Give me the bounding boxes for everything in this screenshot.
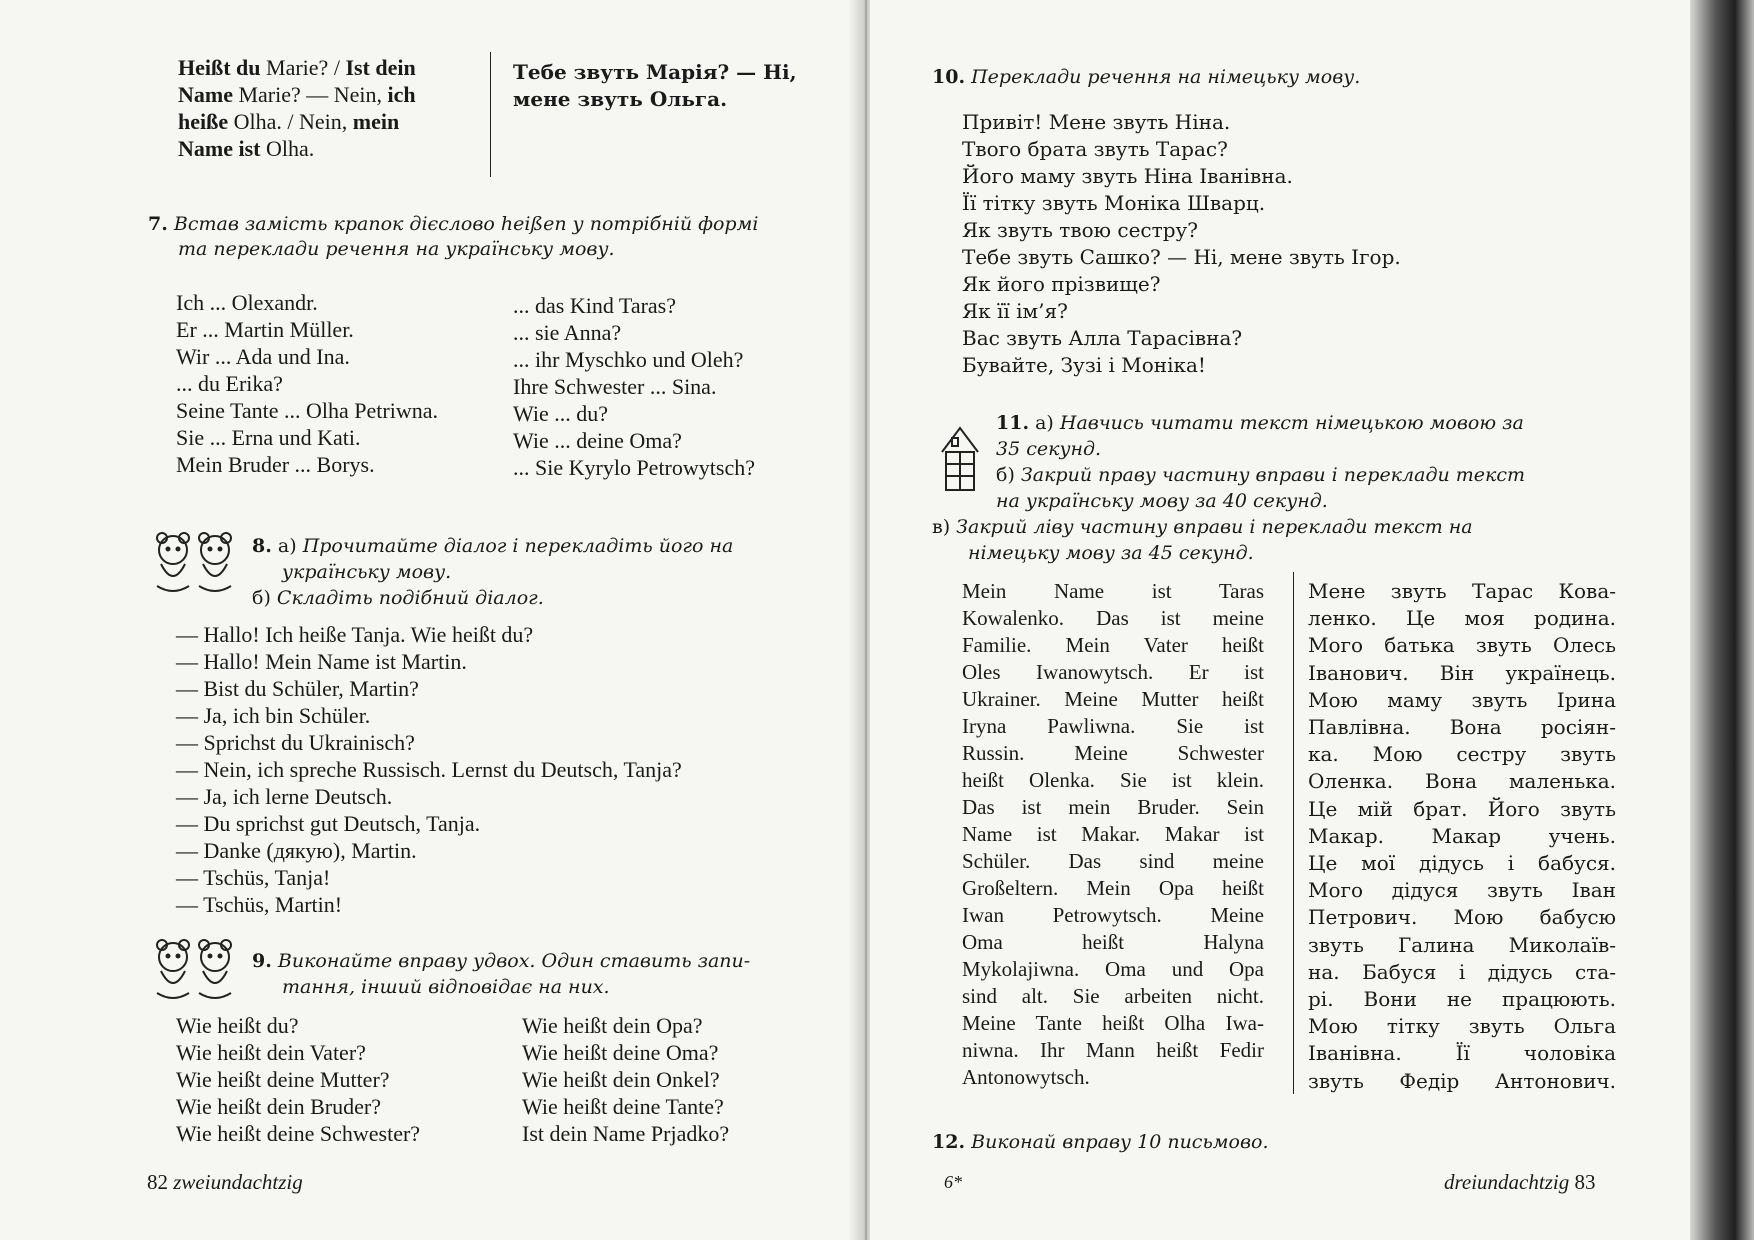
- ex10-instruction: 10. Переклади речення на німецьку мову.: [932, 66, 1361, 88]
- page-number-word-left: zweiundachtzig: [173, 1170, 303, 1194]
- ex9-column-2: Wie heißt dein Opa? Wie heißt deine Oma? Wie heißt dein Onkel? Wie heißt deine Tante? Ist dein Name Prjadko?: [522, 1013, 730, 1146]
- ex11c-instruction: в) Закрий ліву частину вправи і переклади текст на німецьку мову за 45 секунд.: [932, 516, 1473, 564]
- page-number-82: 82: [147, 1170, 168, 1194]
- ex8-dialog: — Hallo! Ich heiße Tanja. Wie heißt du? — Hallo! Mein Name ist Martin. — Bist du Schüler, Martin? — Ja, ich bin Schüler. — Sprichst du Ukrainisch? — Nein, ich spreche Russisch. Lernst du Deutsch, Tanja? — Ja, ich lerne Deutsch. — Du sprichst gut Deutsch, Tanja. — Danke (дякую), Martin. — Tschüs, Tanja! — Tschüs, Martin!: [176, 622, 682, 917]
- pair-work-bears-icon-2: [145, 935, 245, 1005]
- ex7-column-1: Ich ... Olexandr. Er ... Martin Müller. Wir ... Ada und Ina. ... du Erika? Seine Tante ... Olha Petriwna. Sie ... Erna und Kati. Mein Bruder ... Borys.: [176, 290, 438, 477]
- page-number-word-right: dreiundachtzig: [1444, 1170, 1570, 1194]
- ex11-ukrainian-text: Мене звуть Тарас Кова- ленко. Це моя родина. Мого батька звуть Олесь Іванович. Він українець. Мою маму звуть Ірина Павлівна. Вона росіян- ка. Мою сестру звуть Оленка. Вона маленька. Це мій брат. Його звуть Макар. Макар учень. Це мої дідусь і бабуся. Мого дідуся звуть Іван Петрович. Мою бабусю звуть Галина Миколаїв- на. Бабуся і дідусь ста- рі. Вони не працюють. Мою тітку звуть Ольга Іванівна. Її чоловіка звуть Федір Антонович.: [1308, 579, 1616, 1093]
- dialog-german: Heißt du Marie? / Ist dein Name Marie? — Nein, ich heiße Olha. / Nein, mein Name ist Olha.: [178, 55, 416, 161]
- ex10-sentences: Привіт! Мене звуть Ніна. Твого брата звуть Тарас? Його маму звуть Ніна Іванівна. Її тітку звуть Моніка Шварц. Як звуть твою сестру? Тебе звуть Сашко? — Ні, мене звуть Ігор. Як його прізвище? Як її ім’я? Вас звуть Алла Тарасівна? Бувайте, Зузі і Моніка!: [962, 110, 1401, 377]
- left-page-footer: [147, 1170, 303, 1195]
- ex11-instruction: 11. а) Навчись читати текст німецькою мовою за 35 секунд. б) Закрий праву частину вправи і переклади текст на українську мову за 40 секунд.: [996, 412, 1526, 512]
- ex9-instruction: 9. Виконайте вправу удвох. Один ставить запи- тання, інший відповідає на них.: [252, 950, 751, 998]
- ex8-instruction: 8. а) Прочитайте діалог і перекладіть його на українську мову. б) Складіть подібний діалог.: [252, 535, 734, 609]
- right-page-footer: [1444, 1170, 1595, 1195]
- house-icon: [938, 424, 982, 494]
- dialog-ukrainian: Тебе звуть Марія? — Ні, мене звуть Ольга.: [513, 60, 797, 111]
- ex11-german-text: Mein Name ist Taras Kowalenko. Das ist meine Familie. Mein Vater heißt Oles Iwanowytsch. Er ist Ukrainer. Meine Mutter heißt Iryna Pawliwna. Sie ist Russin. Meine Schwester heißt Olenka. Sie ist klein. Das ist mein Bruder. Sein Name ist Makar. Makar ist Schüler. Das sind meine Großeltern. Mein Opa heißt Iwan Petrowytsch. Meine Oma heißt Halyna Mykolajiwna. Oma und Opa sind alt. Sie arbeiten nicht. Meine Tante heißt Olha Iwa- niwna. Ihr Mann heißt Fedir Antonowytsch.: [962, 579, 1264, 1089]
- page-number-83: 83: [1574, 1170, 1596, 1194]
- ex7-instruction: 7. Встав замість крапок дієслово heißen у потрібній формі та переклади речення на українську мову.: [148, 213, 759, 260]
- right-page-edge: [1690, 0, 1754, 1240]
- pair-work-bears-icon: [145, 528, 245, 598]
- ex12-instruction: 12. Виконай вправу 10 письмово.: [932, 1131, 1269, 1153]
- ex9-column-1: Wie heißt du? Wie heißt dein Vater? Wie heißt deine Mutter? Wie heißt dein Bruder? Wie heißt deine Schwester?: [176, 1013, 421, 1146]
- dialog-divider: [490, 52, 491, 177]
- ex7-column-2: ... das Kind Taras? ... sie Anna? ... ihr Myschko und Oleh? Ihre Schwester ... Sina. Wie ... du? Wie ... deine Oma? ... Sie Kyrylo Petrowytsch?: [513, 293, 755, 480]
- ex11-column-divider: [1293, 572, 1294, 1094]
- signature-mark: 6*: [944, 1172, 962, 1192]
- left-page: [0, 0, 870, 1240]
- right-page: [870, 0, 1724, 1240]
